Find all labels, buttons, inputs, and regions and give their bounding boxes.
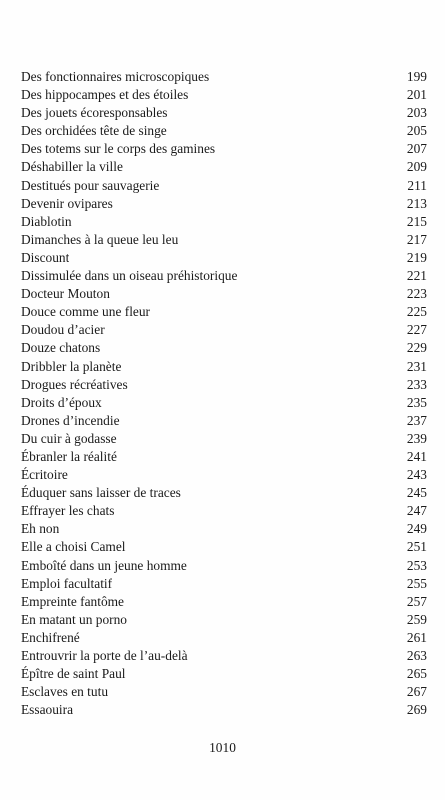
toc-entry (21, 557, 427, 575)
toc-entry-title: Du cuir à godasse (21, 430, 117, 446)
toc-entry (21, 249, 427, 267)
toc-entry (21, 285, 427, 303)
toc-entry-page: 249 (406, 521, 427, 537)
toc-entry-page: 259 (406, 611, 427, 627)
toc-entry (21, 484, 427, 502)
toc-entry-page: 227 (406, 322, 427, 338)
toc-entry-page: 229 (406, 340, 427, 356)
toc-entry (21, 68, 427, 86)
toc-entry-page: 221 (406, 268, 427, 284)
toc-entry-title: Enchifrené (21, 629, 80, 645)
toc-entry-title: Docteur Mouton (21, 286, 110, 302)
toc-entry-page: 201 (406, 87, 427, 103)
toc-entry-page: 237 (406, 412, 427, 428)
toc-entry (21, 267, 427, 285)
toc-entry-page: 251 (406, 539, 427, 555)
toc-entry-title: Écritoire (21, 467, 68, 483)
toc-entry (21, 358, 427, 376)
toc-entry-page: 209 (406, 159, 427, 175)
toc-entry-page: 217 (406, 231, 427, 247)
toc-entry-page: 219 (406, 249, 427, 265)
toc-entry-page: 255 (406, 575, 427, 591)
toc-entry (21, 575, 427, 593)
toc-entry-title: Devenir ovipares (21, 195, 113, 211)
toc-entry-title: Des fonctionnaires microscopiques (21, 69, 210, 84)
toc-entry (21, 683, 427, 701)
toc-entry-title: Discount (21, 249, 70, 265)
toc-entry-title: Dribbler la planète (21, 358, 122, 374)
page-number: 1010 (209, 740, 236, 755)
toc-entry-title: Dissimulée dans un oiseau préhistorique (21, 268, 238, 284)
toc-entry (21, 376, 427, 394)
toc-entry-title: Douce comme une fleur (21, 304, 151, 320)
toc-entry-title: Des jouets écoresponsables (21, 105, 168, 121)
toc-entry-page: 207 (406, 141, 427, 157)
toc-entry-title: Déshabiller la ville (21, 159, 123, 175)
toc-entry (21, 629, 427, 647)
toc-entry-page: 247 (406, 503, 427, 519)
toc-entry-page: 269 (406, 702, 427, 718)
toc-entry (21, 86, 427, 104)
toc-entry-title: Emploi facultatif (21, 575, 113, 591)
toc-entry-page: 233 (406, 376, 427, 392)
toc-entry-title: Elle a choisi Camel (21, 539, 126, 555)
toc-entry-title: Dimanches à la queue leu leu (21, 231, 179, 247)
toc-entry-title: Ébranler la réalité (21, 448, 117, 464)
toc-entry-title: Douze chatons (21, 340, 101, 356)
toc-entry (21, 466, 427, 484)
toc-entry-title: Éduquer sans laisser de traces (21, 485, 181, 501)
toc-entry-title: Des totems sur le corps des gamines (21, 141, 216, 157)
toc-entry (21, 195, 427, 213)
toc-entry (21, 231, 427, 249)
toc-entry (21, 448, 427, 466)
toc-entry-page: 199 (406, 69, 427, 84)
toc-entry (21, 213, 427, 231)
toc-entry-page: 215 (406, 213, 427, 229)
toc-entry-page: 223 (406, 286, 427, 302)
toc-entry-page: 263 (406, 648, 427, 663)
toc-entry-title: En matant un porno (21, 611, 127, 627)
toc-entry-title: Des orchidées tête de singe (21, 123, 167, 139)
toc-entry-page: 267 (406, 684, 427, 700)
toc-entry-title: Drogues récréatives (21, 376, 128, 392)
toc-entry-page: 257 (406, 593, 427, 609)
toc-entry (21, 158, 427, 176)
toc-entry-page: 205 (406, 123, 427, 139)
toc-entry-title: Destitués pour sauvagerie (21, 177, 160, 193)
toc-entry-page: 261 (406, 629, 427, 645)
toc-entry (21, 502, 427, 520)
toc-entry-title: Entrouvrir la porte de l’au-delà (21, 648, 188, 663)
toc-entry (21, 520, 427, 538)
toc-entry-page: 243 (406, 467, 427, 483)
toc-entry-page: 231 (406, 358, 427, 374)
toc-entry-page: 203 (406, 105, 427, 121)
toc-entry (21, 430, 427, 448)
toc-entry-page: 239 (406, 430, 427, 446)
toc-entry-title: Eh non (21, 521, 60, 537)
toc-entry-page: 245 (406, 485, 427, 501)
toc-entry-title: Des hippocampes et des étoiles (21, 87, 189, 103)
toc-entry-title: Essaouira (21, 702, 74, 718)
toc-entry-title: Emboîté dans un jeune homme (21, 557, 187, 573)
toc-entry (21, 177, 427, 195)
toc-entry-page: 265 (406, 666, 427, 682)
toc-entry (21, 538, 427, 556)
toc-entry-title: Drones d’incendie (21, 412, 120, 428)
toc-entry-page: 235 (406, 394, 427, 410)
toc-entry (21, 122, 427, 140)
toc-entry-page: 211 (407, 177, 427, 193)
toc-entry-page: 253 (406, 557, 427, 573)
table-of-contents (21, 68, 427, 719)
toc-entry (21, 412, 427, 430)
toc-entry (21, 647, 427, 665)
toc-entry (21, 665, 427, 683)
toc-entry (21, 104, 427, 122)
toc-entry (21, 321, 427, 339)
toc-entry (21, 701, 427, 719)
toc-entry (21, 303, 427, 321)
toc-entry (21, 611, 427, 629)
toc-entry (21, 339, 427, 357)
toc-entry-title: Doudou d’acier (21, 322, 105, 338)
toc-entry-page: 241 (406, 448, 427, 464)
toc-entry-title: Empreinte fantôme (21, 593, 124, 609)
toc-entry-title: Effrayer les chats (21, 503, 115, 519)
toc-entry-title: Diablotin (21, 213, 72, 229)
toc-entry-title: Esclaves en tutu (21, 684, 109, 700)
toc-entry-title: Épître de saint Paul (21, 666, 126, 682)
toc-entry (21, 593, 427, 611)
toc-entry (21, 140, 427, 158)
toc-entry (21, 394, 427, 412)
toc-entry-page: 225 (406, 304, 427, 320)
toc-entry-page: 213 (406, 195, 427, 211)
toc-entry-title: Droits d’époux (21, 394, 102, 410)
